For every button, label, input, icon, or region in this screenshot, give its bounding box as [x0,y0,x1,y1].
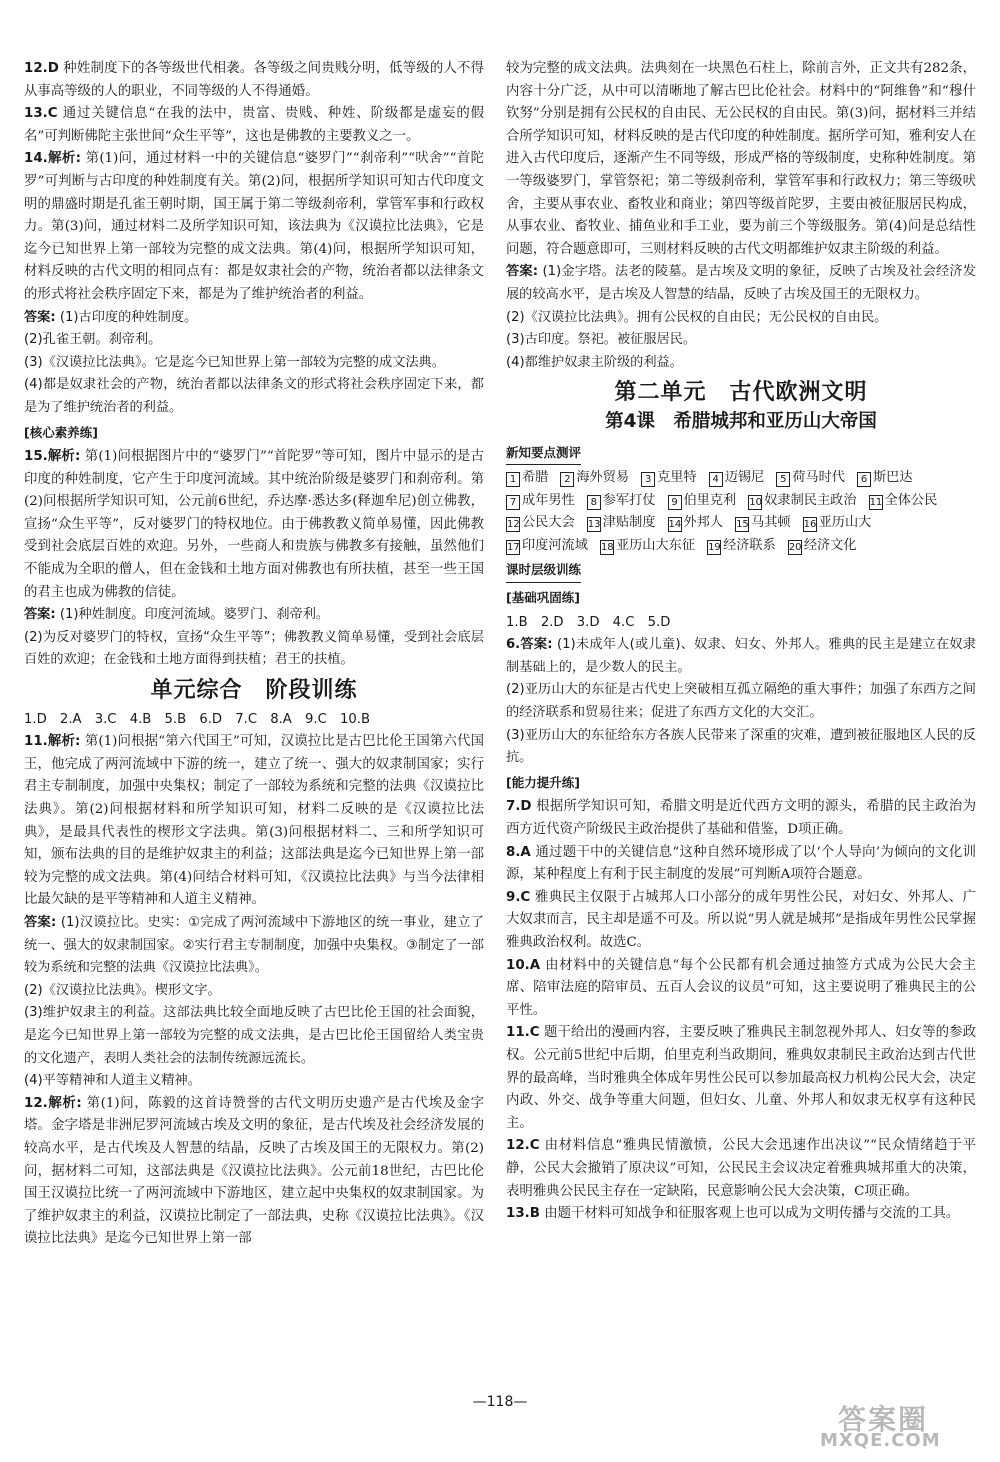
keyword-text: 津贴制度 [602,515,656,531]
keyword-number: 12 [507,519,520,531]
watermark-logo [820,1398,990,1454]
keyword-item [748,490,856,513]
keyword-text: 亚历山大东征 [615,537,696,553]
answer-line [506,352,976,375]
subsection-title [506,440,976,468]
keyword-number: 1 [506,472,520,487]
keyword-text: 经济联系 [723,537,776,553]
answer-line [506,612,976,635]
keyword-item [869,490,938,513]
item-number: 6.答案: [506,637,553,653]
item-number: 12.解析: [24,1095,82,1111]
item-text: (2)为反对婆罗门的特权，宣扬“众生平等”；佛教教义简单易懂，受到社会底层百姓的欢迎；在金钱和土地方面得到扶植；君王的扶植。 [24,629,484,668]
item-text: 根据所学知识可知，希腊文明是近代西方文明的源头，希腊的民主政治为西方近代资产阶级民主政治提供了基础和借鉴，D项正确。 [506,799,976,837]
item-text: 较为完整的成文法典。法典刻在一块黑色石柱上，除前言外，正文共有282条，内容十分广泛，从中可以清晰地了解古巴比伦社会。材料中的“阿维鲁”和“穆什钦努”分别是拥有公民权的自由民、无公民权的自由民。第(3)问，据材料三并结合所学知识可知，材料反映的是古代印度的种姓制度。据所学可知，雅利安人在进入古代印度后，逐渐产生不同等级，形成严格的等级制度，史称种姓制度。第一等级婆罗门，掌管祭祀；第二等级刹帝利，掌管军事和行政权力；第三等级吠舍，主要从事农业、畜牧业和商业；第四等级首陀罗，主要由被征服居民构成，从事农业、畜牧业、捕鱼业和手工业，要为前三个等级服务。第(4)问是总结性问题，符合题意即可，三则材料反映的古代文明都维护奴隶主阶级的利益。 [506,61,976,257]
question-item [506,796,976,841]
question-item [24,446,484,604]
question-item [24,148,484,306]
page-number: —118— [472,1394,528,1410]
answer-line [24,709,484,732]
subsection-title-text: 课时层级训练 [506,559,581,583]
item-number: 11.C [506,1025,540,1041]
question-item [506,1022,976,1135]
keyword-number: 15 [736,519,749,531]
keyword-item [668,512,724,535]
keyword-text: 奴隶制民主政治 [764,492,857,508]
keyword-text: 希腊 [522,470,549,486]
item-text: 种姓制度下的各等级世代相袭。各等级之间贵贱分明，低等级的人不得从事高等级的人的职业，不同等级的人不得通婚。 [24,61,484,99]
answer-line [24,1070,484,1093]
item-number: 15.解析: [24,449,81,465]
item-text: 通过题干中的关键信息“这种自然环境形成了以‘个人导向’为倾向的文化训源，某种程度上有利于民主制度的发展”可判断A项符合题意。 [506,844,977,883]
keyword-text: 斯巴达 [873,470,913,486]
item-text: (2)亚历山大的东征是古代史上突破相互孤立隔绝的重大事件；加强了东西方之间的经济联系和贸易往来；促进了东西方文化的大交汇。 [506,682,976,721]
item-number: 答案: [24,914,57,930]
item-text: (4)都是奴隶社会的产物，统治者都以法律条文的形式将社会秩序固定下来，都是为了维护统治者的利益。 [24,377,484,415]
subsection-tag: [能力提升练] [506,774,580,790]
item-text: 由材料信息“雅典民情激愤，公民大会迅速作出决议”“民众情绪趋于平静，公民大会撤销了原决议”可知，公民民主会议决定着雅典城邦重大的决策，表明雅典公民民主存在一定缺陷，民意影响公民大会决策，C项正确。 [506,1138,976,1199]
question-item [24,1093,484,1251]
keyword-text: 经济文化 [803,537,857,553]
keyword-number: 13 [587,519,601,531]
keyword-item [641,467,697,490]
question-item [24,731,484,912]
keyword-number: 17 [507,541,520,553]
keyword-item [668,490,737,513]
keyword-item [506,512,575,535]
keyword-number: 20 [788,541,802,553]
answer-line [506,725,976,770]
answer-line [24,980,484,1003]
item-number: 12.D [24,61,59,76]
answer-line [24,307,484,330]
keyword-item [506,467,548,490]
answer-line [506,261,976,306]
item-text: 第(1)问，陈毅的这首诗赞誉的古代文明历史遗产是古代埃及金字塔。金字塔是非洲尼罗河流域古埃及文明的象征，是古代埃及社会经济发展的较高水平，是古代埃及人智慧的结晶，反映了古埃及国王的无限权力。第(2)问，据材料二可知，这部法典是《汉谟拉比法典》。公元前18世纪，古巴比伦国王汉谟拉比统一了两河流域中下游地区，建立起中央集权的奴隶制国家。为了维护奴隶主的利益，汉谟拉比制定了一部法典，史称《汉谟拉比法典》。《汉谟拉比法典》是迄今已知世界上第一部 [24,1095,484,1247]
item-text: (1)未成年人(或儿童)、奴隶、妇女、外邦人。雅典的民主是建立在奴隶制基础上的，是少数人的民主。 [506,637,976,675]
keyword-item [803,512,872,535]
question-item [506,1203,976,1226]
answer-line [24,352,484,375]
item-number: 10.A [506,957,541,973]
item-text: 1.B 2.D 3.D 4.C 5.D [506,614,671,630]
answer-line [506,329,976,352]
item-text: (4)都维护奴隶主阶级的利益。 [506,354,683,370]
keyword-text: 参军打仗 [602,492,656,508]
subsection-tag: [核心素养练] [24,424,98,440]
item-text: (1)种姓制度。印度河流域。婆罗门、刹帝利。 [59,607,330,623]
answer-line [506,634,976,679]
keyword-text: 荷马时代 [792,470,845,486]
item-number: 9.C [506,889,531,905]
item-text: 第(1)问根据图片中的“婆罗门”“首陀罗”等可知，图片中显示的是古印度的种姓制度，它产生于印度河流域。其中统治阶级是婆罗门和刹帝利。第(2)问根据所学知识可知，公元前6世纪，乔达摩·悉达多(释迦牟尼)创立佛教，宣扬“众生平等”，反对婆罗门的特权地位。由于佛教教义简单易懂，因此佛教受到社会底层百姓的欢迎。另外，一些商人和贵族与佛教多有接触，虽然他们不能成为全职的僧人，但在金钱和土地方面对佛教也有所扶植，甚至一些王国的君主也成为佛教的信徒。 [24,449,484,600]
answer-line [24,912,484,980]
item-text: (1)古印度的种姓制度。 [59,309,198,325]
item-text: (3)《汉谟拉比法典》。它是迄今已知世界上第一部较为完整的成文法典。 [24,354,445,370]
keyword-text: 海外贸易 [576,470,630,486]
answer-line [24,374,484,419]
keyword-item [600,535,695,558]
item-text: 雅典民主仅限于占城邦人口小部分的成年男性公民，对妇女、外邦人、广大奴隶而言，民主却是遥不可及。所以说“男人就是城邦”是指成年男性公民掌握雅典政治权利。故选C。 [506,889,976,950]
item-text: 由题干材料可知战争和征服客观上也可以成为文明传播与交流的工具。 [544,1206,960,1222]
item-number: 11.解析: [24,734,81,750]
answer-line [24,604,484,627]
left-column [24,58,484,1251]
keyword-number: 10 [749,496,762,508]
question-item [506,1135,976,1203]
keyword-text: 成年男性 [522,492,575,508]
keyword-number: 19 [708,541,721,553]
item-number: 答案: [506,264,539,280]
item-text: (1)金字塔。法老的陵墓。是古埃及文明的象征，反映了古埃及社会经济发展的较高水平，是古埃及人智慧的结晶，反映了古埃及国王的无限权力。 [506,264,976,302]
item-number: 12.C [506,1138,540,1154]
keyword-text: 全体公民 [884,492,938,508]
question-item [506,58,976,261]
item-number: 答案: [24,309,56,325]
keyword-item [776,467,845,490]
item-text: (1)汉谟拉比。史实：①完成了两河流域中下游地区的统一事业，建立了统一、强大的奴隶制国家。②实行君主专制制度，加强中央集权。③制定了一部较为系统和完整的法典《汉谟拉比法典》。 [24,914,484,976]
lesson-heading: 第4课 希腊城邦和亚历山大帝国 [605,410,877,432]
keyword-number: 2 [560,472,574,487]
keyword-number: 6 [857,472,871,487]
item-text: 由材料中的关键信息“每个公民都有机会通过抽签方式成为公民大会主席、陪审法庭的陪审员、五百人会议的议员”可知，这主要说明了雅典民主的公平性。 [506,957,977,1018]
item-number: 答案: [24,607,56,623]
watermark-url: MXQE.COM [820,1430,941,1451]
item-number: 13.B [506,1206,540,1222]
keyword-text: 印度河流域 [522,537,588,553]
item-text: 第(1)问，通过材料一中的关键信息“婆罗门”“刹帝利”“吠舍”“首陀罗”可判断与古印度的种姓制度有关。第(2)问，根据所学知识可知古代印度文明的鼎盛时期是孔雀王朝时期，国王属于第二等级刹帝利，掌管军事和行政权力。第(3)问，通过材料二及所学知识可知，该法典为《汉谟拉比法典》，它是迄今已知世界上第一部较为完整的成文法典。第(4)问，根据所学知识可知，材料反映的古代文明的相同点有：都是奴隶社会的产物，统治者都以法律条文的形式将社会秩序固定下来，都是为了维护统治者的利益。 [24,151,484,302]
keyword-item [587,490,656,513]
watermark-text: 答案圈 [838,1403,929,1436]
question-item [506,842,976,887]
keyword-number: 5 [776,472,790,487]
item-number: 7.D [506,799,532,815]
keyword-item [788,535,857,558]
item-text: 1.D 2.A 3.C 4.B 5.B 6.D 7.C 8.A 9.C 10.B [24,711,371,727]
keyword-number: 14 [668,519,682,531]
keyword-item [560,467,629,490]
keyword-number: 3 [641,472,655,487]
keyword-number: 11 [869,496,883,508]
item-number: 13.C [24,106,58,122]
item-number: 14.解析: [24,151,81,167]
item-text: (2)《汉谟拉比法典》。拥有公民权的自由民；无公民权的自由民。 [506,309,888,325]
subsection-title [506,557,976,585]
answer-line [24,1002,484,1070]
keyword-text: 马其顿 [751,515,791,531]
keyword-item [709,467,765,490]
keyword-item [587,512,656,535]
keyword-item [857,467,913,490]
keyword-text: 克里特 [657,470,697,486]
keyword-number: 16 [803,519,817,531]
question-item [506,887,976,955]
keyword-text: 伯里克利 [683,492,737,508]
keyword-number: 8 [587,495,601,510]
answer-line [506,679,976,724]
subsection-tag: [基础巩固练] [506,590,580,606]
keyword-item [506,535,588,558]
item-number: 8.A [506,844,531,860]
keyword-number: 9 [668,495,682,510]
keyword-item [735,512,791,535]
keyword-item [506,490,575,513]
answer-line [24,627,484,672]
keyword-number: 4 [709,472,723,487]
item-text: (3)古印度。祭祀。被征服居民。 [506,332,697,348]
keyword-number: 18 [600,541,614,553]
item-text: 通过关键信息“在我的法中，贵富、贵贱、种姓、阶级都是虚妄的假名”可判断佛陀主张世间“众生平等”，这也是佛教的主要教义之一。 [24,106,485,144]
question-item [24,58,484,103]
question-item [506,955,976,1023]
keyword-text: 外邦人 [683,515,724,531]
keyword-list [506,467,976,557]
item-text: (3)亚历山大的东征给东方各族人民带来了深重的灾难，遭到被征服地区人民的反抗。 [506,727,976,766]
item-text: (3)维护奴隶主的利益。这部法典比较全面地反映了古巴比伦王国的社会面貌，是迄今已知世界上第一部较为完整的成文法典，是古巴比伦王国留给人类宝贵的文化遗产，表明人类社会的法制传统源远流长。 [24,1005,484,1066]
item-text: (4)平等精神和人道主义精神。 [24,1073,201,1089]
answer-line [24,329,484,352]
keyword-text: 公民大会 [522,515,575,531]
keyword-item [707,535,776,558]
subsection-title-text: 新知要点测评 [506,442,581,466]
item-text: 题干给出的漫画内容，主要反映了雅典民主制忽视外邦人、妇女等的参政权。公元前5世纪中后期，伯里克利当政期间，雅典奴隶制民主政治达到古代世界的最高峰，当时雅典全体成年男性公民可以参加最高权力机构公民大会，决定内政、外交、战争等重大问题，但妇女、儿童、外邦人和奴隶无权享有这种民主。 [506,1025,976,1131]
keyword-text: 迈锡尼 [724,470,765,486]
right-column [506,58,976,1226]
item-text: 第(1)问根据“第六代国王”可知，汉谟拉比是古巴比伦王国第六代国王，他完成了两河流域中下游的统一，建立了统一、强大的奴隶制国家；实行君主专制制度，加强中央集权；制定了一部较为系统和完整的法典《汉谟拉比法典》。第(2)问根据材料和所学知识可知，材料二反映的是《汉谟拉比法典》，是最具代表性的楔形文字法典。第(3)问根据材料二、三和所学知识可知，颁布法典的目的是维护奴隶主的利益；这部法典是迄今已知世界上第一部较为完整的成文法典。第(4)问结合材料可知，《汉谟拉比法典》与当今法律相比最欠缺的是平等精神和人道主义精神。 [24,734,484,908]
keyword-number: 7 [506,495,520,510]
item-text: (2)孔雀王朝。刹帝利。 [24,332,162,348]
question-item [24,103,484,148]
keyword-text: 亚历山大 [818,515,872,531]
section-heading: 单元综合 阶段训练 [150,678,358,704]
section-heading: 第二单元 古代欧洲文明 [614,380,868,406]
item-text: (2)《汉谟拉比法典》。楔形文字。 [24,982,221,998]
answer-line [506,307,976,330]
